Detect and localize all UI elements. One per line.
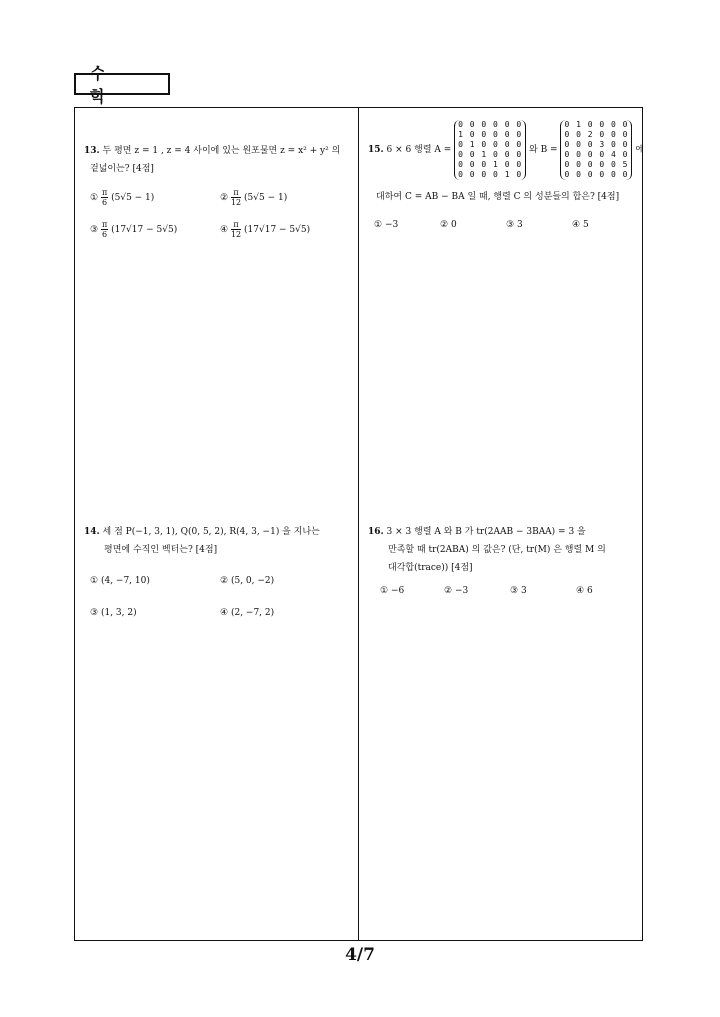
choice-mark: ③: [506, 220, 515, 230]
choice-mark: ③: [90, 225, 99, 235]
choice-text: (5, 0, −2): [230, 576, 275, 586]
choice-13-4[interactable]: [220, 220, 310, 239]
fraction: $\frac{\pi}{12}$: [230, 220, 242, 239]
choice-14-2[interactable]: [220, 576, 274, 586]
fraction: $\frac{\pi}{6}$: [101, 188, 108, 207]
question-number: 13.: [84, 146, 100, 156]
choice-text: (4, −7, 10): [100, 576, 150, 586]
question-text-line3: 대각합(trace)) [4점]: [388, 563, 473, 573]
choice-expr: (5√5 − 1): [111, 193, 155, 203]
fraction: $\frac{\pi}{6}$: [101, 220, 108, 239]
matrix-b: 0 1 0 0 0 0 0 0 2 0 0 0 0 0 0 3 0 0 0 0 0 0 4 0 0 0 0 0 0 5 0 0 0 0 0 0: [560, 120, 632, 180]
choice-text: 0: [450, 220, 457, 230]
question-text-suffix: 에: [635, 145, 645, 155]
question-text-middle: 와 B =: [529, 145, 558, 155]
question-text-prefix: 6 × 6 행렬 A =: [386, 145, 452, 155]
choice-mark: ③: [90, 608, 99, 618]
question-number: 16.: [368, 527, 384, 537]
choice-text: −3: [384, 220, 399, 230]
question-text-line2: 대하여 C = AB − BA 일 때, 행렬 C 의 성분들의 합은? [4점]: [376, 192, 620, 202]
choice-mark: ④: [220, 225, 229, 235]
question-number: 15.: [368, 145, 384, 155]
question-text-line1: 두 평면 z = 1 , z = 4 사이에 있는 원포물면 z = x² + y² 의: [102, 146, 341, 156]
subject-title: 수 학: [74, 73, 170, 95]
choice-text: 3: [520, 586, 527, 596]
choice-13-1[interactable]: [90, 188, 154, 207]
matrix-a: 0 0 0 0 0 0 1 0 0 0 0 0 0 1 0 0 0 0 0 0 1 0 0 0 0 0 0 1 0 0 0 0 0 0 1 0: [454, 120, 526, 180]
choice-mark: ②: [440, 220, 449, 230]
question-text-line1: 세 점 P(−1, 3, 1), Q(0, 5, 2), R(4, 3, −1) 을 지나는: [102, 527, 320, 537]
question-15-line2: [376, 188, 619, 206]
question-13: [84, 142, 340, 178]
question-number: 14.: [84, 527, 100, 537]
choice-text: 5: [582, 220, 589, 230]
choice-text: −6: [390, 586, 405, 596]
question-15: [368, 114, 644, 186]
choice-text: 6: [586, 586, 593, 596]
choice-16-1[interactable]: [380, 586, 404, 596]
choice-expr: (17√17 − 5√5): [244, 225, 311, 235]
choice-14-3[interactable]: [90, 608, 137, 618]
choice-text: −3: [454, 586, 469, 596]
choice-mark: ②: [220, 193, 229, 203]
choice-15-1[interactable]: [374, 220, 398, 230]
choice-mark: ②: [444, 586, 453, 596]
question-text-line2: 겉넓이는? [4점]: [90, 164, 154, 174]
question-text-line1: 3 × 3 행렬 A 와 B 가 tr(2AAB − 3BAA) = 3 을: [386, 527, 586, 537]
choice-mark: ④: [576, 586, 585, 596]
question-14: [84, 523, 320, 559]
choice-13-2[interactable]: [220, 188, 287, 207]
choice-mark: ①: [90, 576, 99, 586]
choice-15-2[interactable]: [440, 220, 457, 230]
choice-expr: (17√17 − 5√5): [111, 225, 178, 235]
choice-16-2[interactable]: [444, 586, 468, 596]
choice-13-3[interactable]: [90, 220, 177, 239]
choice-mark: ③: [510, 586, 519, 596]
choice-mark: ④: [220, 608, 229, 618]
column-divider: [358, 107, 359, 941]
question-text-line2: 만족할 때 tr(2ABA) 의 값은? (단, tr(M) 은 행렬 M 의: [388, 545, 606, 555]
choice-text: (1, 3, 2): [100, 608, 137, 618]
choice-mark: ①: [374, 220, 383, 230]
choice-14-4[interactable]: [220, 608, 274, 618]
choice-14-1[interactable]: [90, 576, 150, 586]
question-text-line2: 평면에 수직인 벡터는? [4점]: [104, 545, 218, 555]
choice-mark: ①: [90, 193, 99, 203]
choice-16-3[interactable]: [510, 586, 527, 596]
choice-15-4[interactable]: [572, 220, 589, 230]
choice-expr: (5√5 − 1): [244, 193, 288, 203]
choice-mark: ②: [220, 576, 229, 586]
choice-16-4[interactable]: [576, 586, 593, 596]
choice-mark: ④: [572, 220, 581, 230]
question-16: [368, 523, 606, 577]
choice-text: (2, −7, 2): [230, 608, 275, 618]
choice-15-3[interactable]: [506, 220, 523, 230]
choice-mark: ①: [380, 586, 389, 596]
fraction: $\frac{\pi}{12}$: [230, 188, 242, 207]
choice-text: 3: [516, 220, 523, 230]
page-number: 4/7: [345, 945, 375, 965]
